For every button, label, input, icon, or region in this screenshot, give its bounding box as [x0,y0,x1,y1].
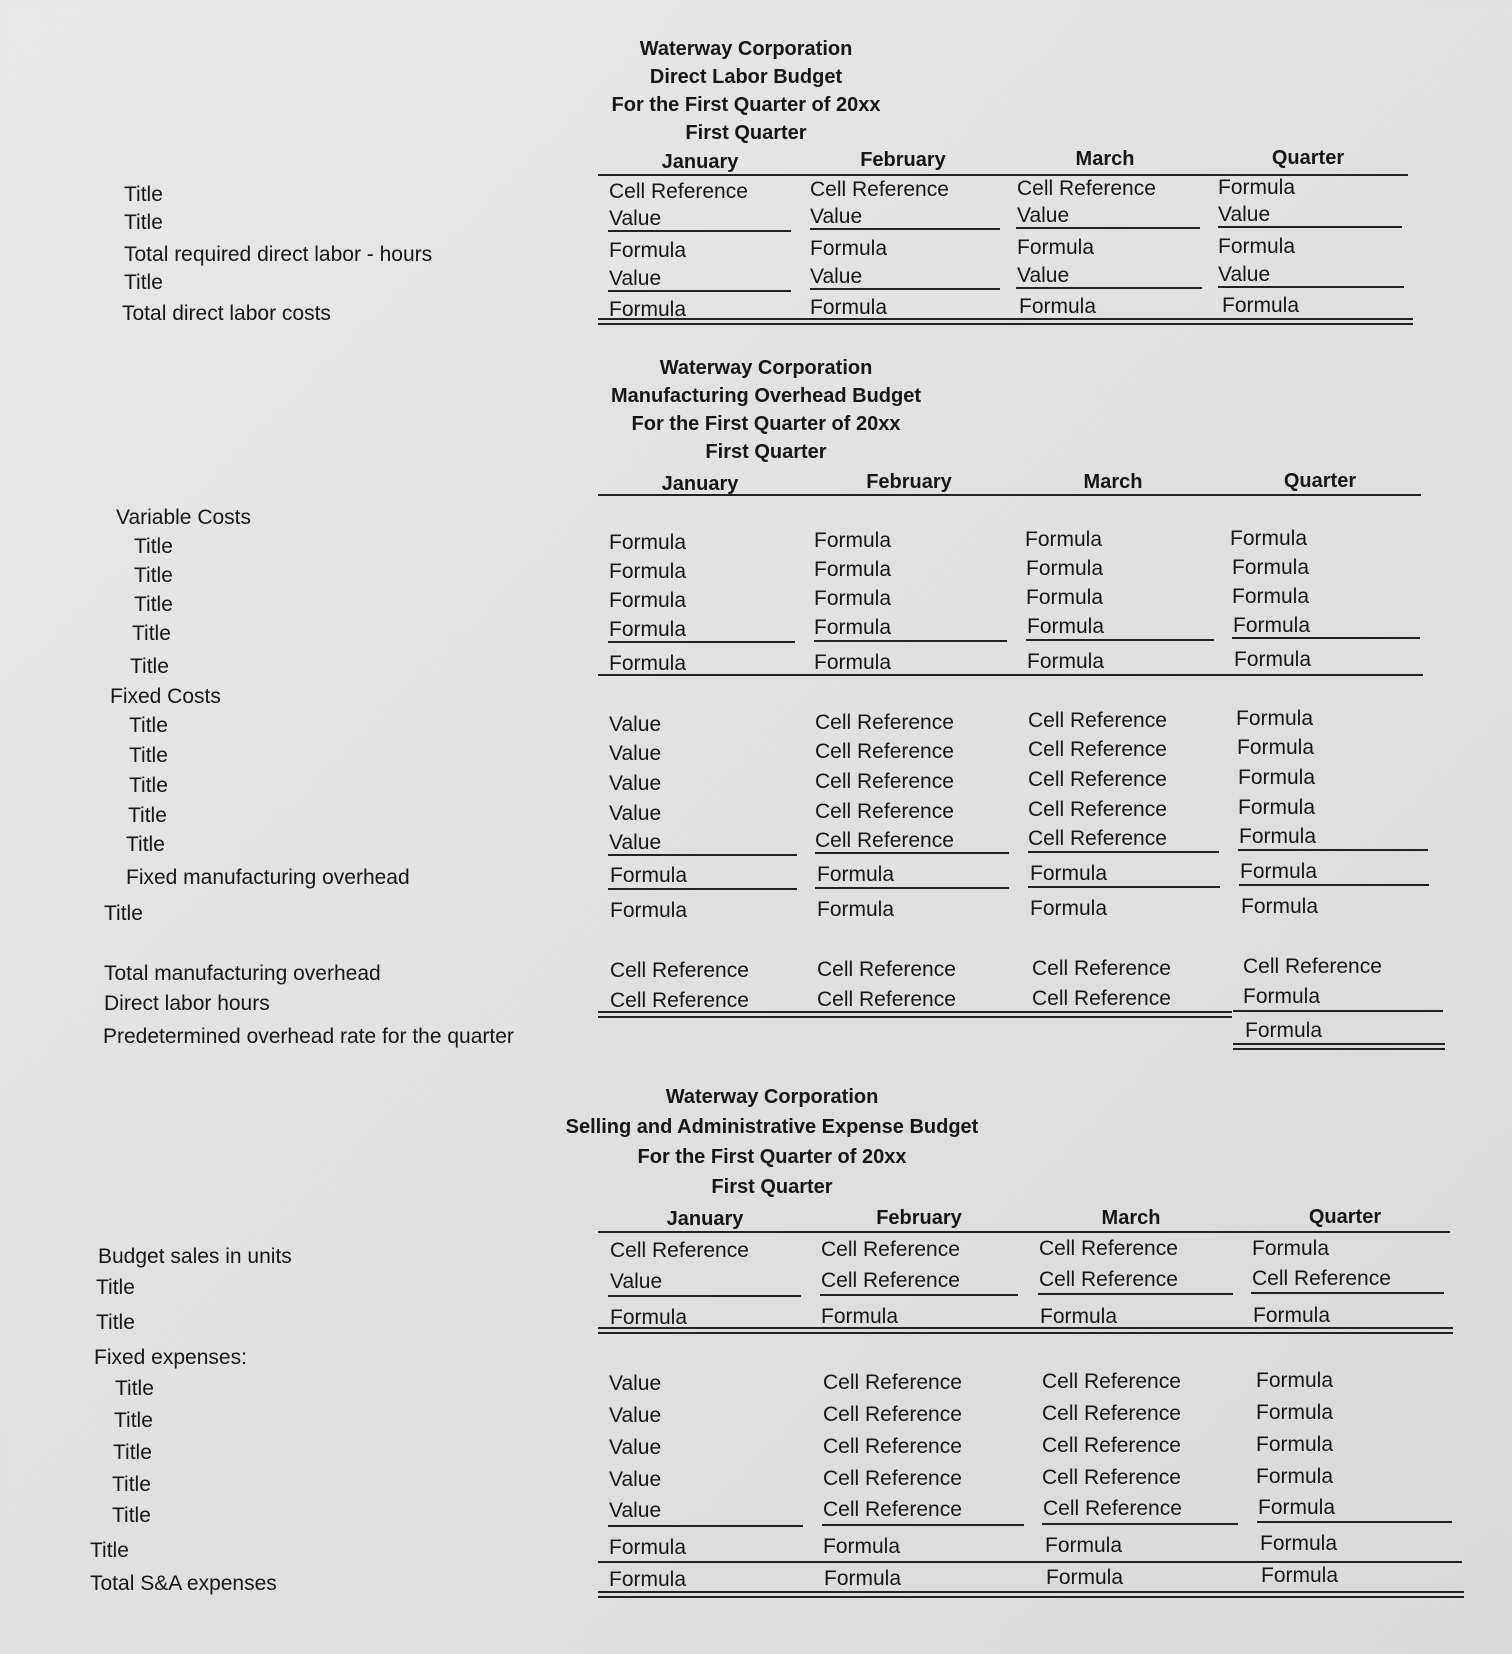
sa-col-march: March [1101,1207,1161,1229]
moh-section-header: Variable Costs [116,506,252,529]
moh-row-label: Title [128,804,167,827]
dl-cell: Cell Reference [609,180,748,203]
dl-cell: Value [1017,204,1070,227]
moh-cell: Cell Reference [1243,955,1382,978]
sa-cell: Value [610,1270,663,1293]
sa-cell: Formula [1256,1369,1334,1392]
dl-cell: Formula [1019,295,1097,318]
dl-subtotal-rule [1016,227,1200,229]
sa-cell: Formula [609,1568,687,1591]
dl-row-label: Total direct labor costs [122,302,331,325]
moh-cell: Cell Reference [610,959,749,982]
moh-cell: Formula [814,587,892,610]
moh-row-label: Title [130,655,169,678]
moh-row-label: Title [134,564,173,587]
sa-row-label: Title [96,1311,135,1334]
dl-cell: Cell Reference [1017,177,1156,200]
sa-cell: Formula [1046,1566,1124,1589]
dl-cell: Formula [810,237,888,260]
dl-cell: Formula [609,298,687,321]
moh-subtotal-rule [1028,851,1219,853]
moh-cell: Formula [1232,556,1310,579]
moh-cell: Cell Reference [1028,768,1167,791]
sa-cell: Formula [1256,1465,1334,1488]
dl-subtotal-rule [810,228,1000,230]
moh-cell: Cell Reference [1028,738,1167,761]
dl-row-label: Total required direct labor - hours [124,243,433,266]
dl-cell: Value [1218,263,1271,286]
sa-subtotal-rule [608,1295,801,1297]
dl-row-label: Title [124,271,163,294]
sa-cell: Cell Reference [821,1238,960,1261]
dl-title: Direct Labor Budget [649,66,843,88]
dl-col-january: January [661,151,739,173]
sa-subtotal-rule [1257,1521,1452,1523]
moh-cell: Formula [1240,860,1318,883]
moh-row-label: Title [129,744,168,767]
moh-subtotal-rule [1028,886,1220,888]
moh-rate-double-rule [1233,1043,1445,1050]
sa-quarter-label: First Quarter [711,1176,833,1198]
moh-rate-value: Formula [1245,1019,1323,1042]
moh-cell: Cell Reference [815,829,954,852]
sa-cell: Formula [1253,1304,1331,1327]
sa-col-february: February [876,1207,962,1229]
sa-section-header: Fixed expenses: [94,1346,247,1369]
moh-subtotal-rule [608,888,797,890]
sa-cell: Cell Reference [823,1371,962,1394]
moh-subtotal-rule [814,640,1007,642]
moh-row-label: Title [134,535,173,558]
sa-cell: Formula [609,1536,687,1559]
moh-cell: Cell Reference [1028,709,1167,732]
sa-title: Selling and Administrative Expense Budget [565,1116,979,1138]
sa-cell: Value [609,1372,662,1395]
moh-cell: Formula [609,560,687,583]
sa-cell: Cell Reference [610,1239,749,1262]
sa-cell: Value [609,1499,662,1522]
moh-row-label: Title [126,833,165,856]
moh-col-february: February [866,471,952,493]
moh-cell: Cell Reference [817,988,956,1011]
sa-cell: Cell Reference [1042,1402,1181,1425]
dl-cell: Value [609,267,662,290]
dl-cell: Cell Reference [810,178,949,201]
moh-cell: Value [609,802,662,825]
moh-cell: Cell Reference [815,770,954,793]
moh-col-march: March [1083,471,1143,493]
moh-section-header: Fixed Costs [110,685,221,708]
moh-row-label: Title [134,593,173,616]
moh-row-label: Total manufacturing overhead [104,962,381,985]
moh-row-label: Title [129,714,168,737]
moh-cell: Formula [1027,615,1105,638]
moh-cell: Formula [610,899,688,922]
sa-row-label: Title [112,1473,151,1496]
moh-cell: Formula [817,898,895,921]
sa-cell: Cell Reference [1252,1267,1391,1290]
moh-subtotal-rule [1239,884,1429,886]
moh-cell: Formula [1238,796,1316,819]
dl-col-march: March [1075,148,1135,170]
moh-cell: Formula [610,864,688,887]
sa-row-label: Title [115,1377,154,1400]
sa-cell: Formula [824,1567,902,1590]
moh-header-rule [598,494,1421,496]
dl-cell: Formula [810,296,888,319]
sa-cell: Cell Reference [823,1467,962,1490]
moh-cell: Cell Reference [1032,987,1171,1010]
moh-cell: Formula [1239,825,1317,848]
dl-cell: Value [1017,264,1070,287]
moh-quarter-label: First Quarter [705,441,827,463]
moh-cell: Formula [609,589,687,612]
dl-quarter-label: First Quarter [685,122,807,144]
moh-row-label: Title [132,622,171,645]
moh-row-label: Title [129,774,168,797]
moh-cell: Formula [817,863,895,886]
sa-cell: Cell Reference [1039,1237,1178,1260]
moh-cell: Formula [609,531,687,554]
moh-cell: Formula [1030,897,1108,920]
sa-cell: Value [609,1404,662,1427]
sa-cell: Value [609,1436,662,1459]
sa-cell: Formula [1252,1237,1330,1260]
sa-cell: Formula [610,1306,688,1329]
dl-col-quarter: Quarter [1271,147,1345,169]
dl-subtotal-rule [608,230,791,232]
dl-cell: Formula [1222,294,1300,317]
moh-cell: Formula [1232,585,1310,608]
sa-subtotal-rule [822,1524,1024,1526]
moh-cell: Formula [1230,527,1308,550]
moh-cell: Formula [1238,766,1316,789]
sa-row-label: Title [90,1539,129,1562]
sa-period: For the First Quarter of 20xx [637,1146,907,1168]
moh-cell: Value [609,772,662,795]
moh-cell: Value [609,831,662,854]
moh-cell: Formula [1236,707,1314,730]
moh-cell: Formula [1241,895,1319,918]
moh-title: Manufacturing Overhead Budget [610,385,922,407]
sa-cell: Formula [821,1305,899,1328]
moh-cell: Value [609,742,662,765]
moh-subtotal-rule [815,852,1009,854]
sa-cell: Formula [1045,1534,1123,1557]
sa-row-label: Total S&A expenses [90,1572,277,1595]
moh-row-label: Direct labor hours [104,992,270,1015]
sa-company: Waterway Corporation [665,1086,879,1108]
moh-row-label: Fixed manufacturing overhead [126,866,410,889]
moh-cell: Value [609,713,662,736]
moh-cell: Cell Reference [1028,827,1167,850]
moh-cell: Formula [814,558,892,581]
dl-cell: Formula [1218,235,1296,258]
moh-cell: Formula [814,651,892,674]
moh-variable-total-rule [598,674,1423,676]
moh-cell: Cell Reference [1032,957,1171,980]
moh-subtotal-rule [608,854,797,856]
sa-fixed-total-rule [598,1561,1462,1563]
dl-cell: Formula [1218,176,1296,199]
moh-quarter-hours-rule [1233,1010,1443,1012]
moh-col-quarter: Quarter [1283,470,1357,492]
sa-cell: Cell Reference [1042,1466,1181,1489]
dl-subtotal-rule [1218,226,1402,228]
sa-cell: Cell Reference [1043,1497,1182,1520]
moh-cell: Formula [1027,650,1105,673]
sa-row-label: Title [96,1276,135,1299]
sa-cell: Cell Reference [823,1435,962,1458]
moh-cell: Formula [1234,648,1312,671]
moh-subtotal-rule [1026,639,1214,641]
moh-cell: Cell Reference [817,958,956,981]
moh-cell: Formula [609,618,687,641]
sa-variable-double-rule [598,1327,1453,1334]
sa-cell: Cell Reference [1042,1370,1181,1393]
dl-total-double-rule [598,318,1413,325]
sa-cell: Formula [1261,1564,1339,1587]
dl-company: Waterway Corporation [639,38,853,60]
sa-row-label: Budget sales in units [98,1245,292,1268]
sa-cell: Cell Reference [1039,1268,1178,1291]
dl-subtotal-rule [1218,286,1404,288]
moh-cell: Cell Reference [610,989,749,1012]
dl-cell: Value [810,205,863,228]
moh-cell: Formula [1025,528,1103,551]
sa-subtotal-rule [1042,1523,1238,1525]
moh-cell: Formula [814,529,892,552]
moh-cell: Cell Reference [815,740,954,763]
moh-subtotal-rule [1238,849,1428,851]
sa-cell: Formula [1260,1532,1338,1555]
dl-subtotal-rule [608,290,791,292]
moh-subtotal-rule [1232,637,1420,639]
moh-cell: Formula [1030,862,1108,885]
moh-cell: Formula [1026,557,1104,580]
moh-cell: Cell Reference [815,800,954,823]
moh-cell: Formula [814,616,892,639]
moh-period: For the First Quarter of 20xx [631,413,901,435]
sa-cell: Value [609,1468,662,1491]
dl-period: For the First Quarter of 20xx [611,94,881,116]
sa-cell: Formula [1040,1305,1118,1328]
sa-cell: Cell Reference [823,1498,962,1521]
dl-col-february: February [860,149,946,171]
dl-subtotal-rule [810,288,1000,290]
dl-row-label: Title [124,183,163,206]
moh-cell: Formula [609,652,687,675]
moh-rate-label: Predetermined overhead rate for the quarter [103,1025,514,1048]
sa-cell: Formula [1256,1401,1334,1424]
moh-cell: Formula [1237,736,1315,759]
sa-subtotal-rule [1251,1292,1444,1294]
sa-row-label: Title [113,1441,152,1464]
dl-cell: Value [609,207,662,230]
moh-company: Waterway Corporation [659,357,873,379]
moh-cell: Cell Reference [815,711,954,734]
dl-row-label: Title [124,211,163,234]
moh-cell: Formula [1026,586,1104,609]
sa-subtotal-rule [820,1294,1018,1296]
sa-subtotal-rule [608,1525,803,1527]
sa-cell: Cell Reference [1042,1434,1181,1457]
moh-cell: Formula [1233,614,1311,637]
sa-col-january: January [666,1208,744,1230]
sa-cell: Formula [1258,1496,1336,1519]
sa-total-double-rule [598,1591,1464,1598]
dl-cell: Value [810,265,863,288]
moh-subtotal-rule [608,641,795,643]
moh-col-january: January [661,473,739,495]
sa-row-label: Title [112,1504,151,1527]
sa-subtotal-rule [1038,1293,1233,1295]
sa-cell: Cell Reference [823,1403,962,1426]
sa-cell: Formula [823,1535,901,1558]
moh-subtotal-rule [815,887,1009,889]
moh-cell: Formula [1243,985,1321,1008]
moh-row-label: Title [104,902,143,925]
sa-cell: Formula [1256,1433,1334,1456]
dl-cell: Value [1218,203,1271,226]
sa-cell: Cell Reference [821,1269,960,1292]
dl-cell: Formula [1017,236,1095,259]
sa-header-rule [598,1231,1450,1233]
dl-cell: Formula [609,239,687,262]
moh-total-double-rule [598,1011,1232,1018]
moh-cell: Cell Reference [1028,798,1167,821]
dl-subtotal-rule [1016,287,1202,289]
sa-col-quarter: Quarter [1308,1206,1382,1228]
sa-row-label: Title [114,1409,153,1432]
